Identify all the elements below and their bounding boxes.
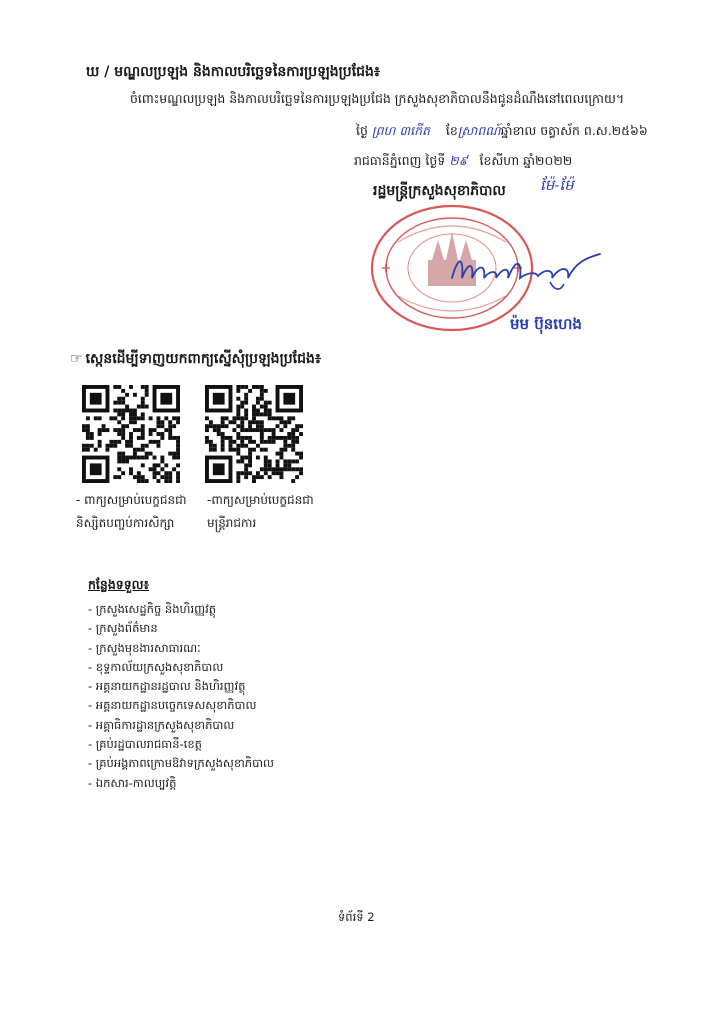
recipients-list [88,600,274,793]
qr-caption-line: -ពាក្យសម្រាប់បេក្ខជនជា [207,493,314,507]
recipient-item: - អគ្គាធិការដ្ឋានក្រសួងសុខាភិបាល [88,717,235,732]
handwritten-signature [446,248,606,294]
section-intro: ចំពោះមណ្ឌលប្រឡង និងកាលបរិច្ឆេទនៃការប្រឡងប្រជែង ក្រសួងសុខាភិបាលនឹងជូនដំណឹងនៅពេលក្រោយ។ [130,91,625,106]
recipient-item: - ក្រសួងព័ត៌មាន [88,621,158,636]
qr-caption-civil-servant [207,489,314,535]
section-heading: ឃ / មណ្ឌលប្រឡង និងកាលបរិច្ឆេទនៃការប្រឡងប្រជែង៖ [86,64,381,80]
recipient-item: - អគ្គនាយកដ្ឋានបច្ចេកទេសសុខាភិបាល [88,698,257,713]
page-number: ទំព័រទី 2 [338,910,375,924]
place-prefix: រាជធានីភ្នំពេញ ថ្ងៃទី [354,153,446,168]
recipient-item: - ក្រសួងមុខងារសាធារណៈ [88,640,201,655]
lunar-day-handwritten: ព្រហ ៣កើត [371,123,430,138]
lunar-date-line [356,123,648,142]
pointing-hand-icon: ☞ [70,351,83,367]
day-handwritten: ២៩ [449,153,468,168]
qr-caption-line: មន្ត្រីរាជការ [207,516,257,530]
qr-caption-line: និស្សិតបញ្ចប់ការសិក្សា [76,516,175,530]
recipient-item: - អគ្គនាយកដ្ឋានរដ្ឋបាល និងហិរញ្ញវត្ថុ [88,679,246,694]
scan-heading [70,349,321,370]
qr-caption-line: - ពាក្យសម្រាប់បេក្ខជនជា [76,493,187,507]
lunar-suffix: ឆ្នាំខាល ចត្វាស័ក ព.ស.២៥៦៦ [500,123,648,138]
place-date-line [354,153,572,172]
scan-heading-text: ស្កេនដើម្បីទាញយកពាក្យស្នើសុំប្រឡងប្រជែង៖ [85,351,321,367]
handwritten-note: ម៉ែ-ម៉ែ [540,176,574,194]
place-suffix: ខែសីហា ឆ្នាំ២០២២ [479,153,573,168]
signer-name: ម៉ម ប៊ុនហេង [510,315,582,333]
qr-code-graduate-application[interactable] [82,385,180,483]
minister-title: រដ្ឋមន្ត្រីក្រសួងសុខាភិបាល [373,183,506,199]
recipient-item: - គ្រប់រដ្ឋបាលរាជធានី-ខេត្ត [88,737,202,752]
qr-caption-graduate [76,489,187,535]
recipient-item: - ក្រសួងសេដ្ឋកិច្ច និងហិរញ្ញវត្ថុ [88,602,217,616]
lunar-prefix: ថ្ងៃ [356,123,368,138]
recipient-item: - ខុទ្ទកាល័យក្រសួងសុខាភិបាល [88,659,224,674]
month-handwritten: ស្រាពណ៍ [457,123,501,138]
recipient-item: - ឯកសារ-កាលប្បវត្តិ [88,775,177,790]
recipient-item: - គ្រប់អង្គភាពក្រោមឱវាទក្រសួងសុខាភិបាល [88,756,274,771]
recipients-heading: កន្លែងទទួល៖ [88,577,150,592]
month-prefix: ខែ [445,123,458,138]
qr-code-civil-servant-application[interactable] [205,385,303,483]
